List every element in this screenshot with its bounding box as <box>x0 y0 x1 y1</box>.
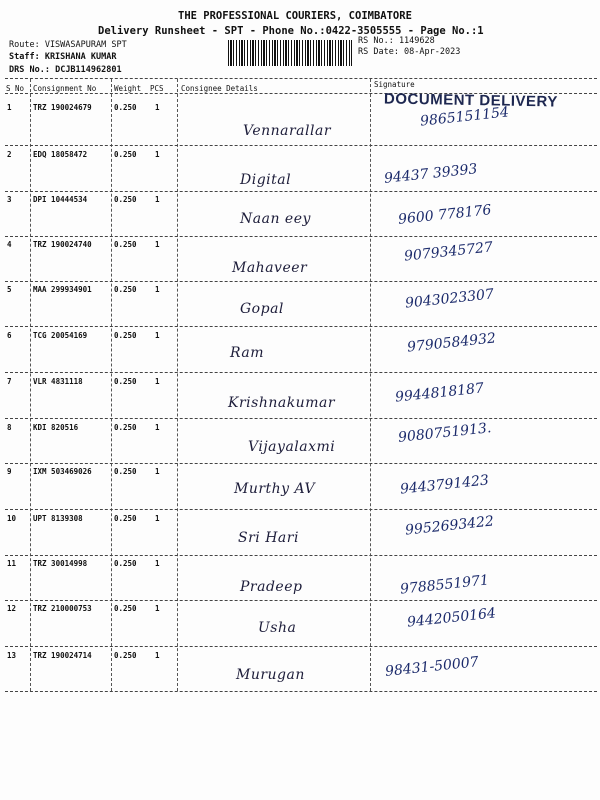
row-consignment-no: MAA 299934901 <box>33 285 92 294</box>
row-pcs: 1 <box>155 103 160 112</box>
row-signature-phone: 9788551971 <box>399 572 490 598</box>
row-signature-phone: 9790584932 <box>406 330 497 356</box>
row-consignee-handwritten: Naan eey <box>240 211 311 227</box>
barcode <box>228 40 352 66</box>
row-weight: 0.250 <box>114 331 137 340</box>
row-separator <box>5 326 597 327</box>
row-pcs: 1 <box>155 150 160 159</box>
row-sno: 2 <box>7 150 12 159</box>
row-signature-phone: 9442050164 <box>406 605 497 631</box>
row-separator <box>5 281 597 282</box>
row-pcs: 1 <box>155 331 160 340</box>
row-consignee-handwritten: Digital <box>240 172 292 188</box>
row-consignment-no: IXM 503469026 <box>33 467 92 476</box>
staff-label: Staff: KRISHANA KUMAR <box>9 52 117 62</box>
row-pcs: 1 <box>155 377 160 386</box>
row-weight: 0.250 <box>114 240 137 249</box>
row-consignee-handwritten: Vennarallar <box>243 123 332 139</box>
row-separator <box>5 463 597 464</box>
row-consignment-no: EDQ 18058472 <box>33 150 88 159</box>
row-consignee-handwritten: Sri Hari <box>238 530 299 546</box>
row-sno: 1 <box>7 103 12 112</box>
row-consignee-handwritten: Pradeep <box>240 579 303 595</box>
table-bottom-rule <box>5 691 597 692</box>
row-consignment-no: TRZ 210000753 <box>33 604 92 613</box>
row-consignee-handwritten: Usha <box>258 620 297 636</box>
drs-value: DCJB114962801 <box>55 65 122 75</box>
row-sno: 12 <box>7 604 17 613</box>
row-pcs: 1 <box>155 240 160 249</box>
row-weight: 0.250 <box>114 559 137 568</box>
row-weight: 0.250 <box>114 514 137 523</box>
col-header-consignment: Consignment No <box>33 84 97 93</box>
row-pcs: 1 <box>155 423 160 432</box>
route-label: Route: VISWASAPURAM SPT <box>9 40 127 50</box>
row-consignee-handwritten: Gopal <box>240 301 284 317</box>
row-sno: 7 <box>7 377 12 386</box>
row-pcs: 1 <box>155 604 160 613</box>
row-sno: 9 <box>7 467 12 476</box>
drs-number <box>9 65 122 75</box>
col-header-weight: Weight <box>114 84 142 93</box>
row-sno: 11 <box>7 559 17 568</box>
row-sno: 4 <box>7 240 12 249</box>
runsheet-subtitle: Delivery Runsheet - SPT - Phone No.:0422-3505555 - Page No.:1 <box>98 25 484 37</box>
row-consignee-handwritten: Mahaveer <box>232 260 308 276</box>
row-separator <box>5 600 597 601</box>
row-sno: 3 <box>7 195 12 204</box>
row-consignment-no: TRZ 190024679 <box>33 103 92 112</box>
row-signature-phone: 9600 778176 <box>397 202 493 228</box>
row-consignment-no: UPT 8139308 <box>33 514 83 523</box>
row-consignee-handwritten: Krishnakumar <box>228 395 336 411</box>
row-separator <box>5 191 597 192</box>
row-separator <box>5 509 597 510</box>
row-weight: 0.250 <box>114 150 137 159</box>
row-consignment-no: KDI 820516 <box>33 423 79 432</box>
col-header-pcs: PCS <box>150 84 164 93</box>
row-signature-phone: 94437 39393 <box>383 161 479 187</box>
row-weight: 0.250 <box>114 467 137 476</box>
row-consignment-no: TCG 20054169 <box>33 331 88 340</box>
row-signature-phone: 9865151154 <box>419 104 510 130</box>
row-separator <box>5 555 597 556</box>
row-signature-phone: 9944818187 <box>394 380 485 406</box>
row-pcs: 1 <box>155 195 160 204</box>
row-consignment-no: TRZ 190024714 <box>33 651 92 660</box>
row-sno: 5 <box>7 285 12 294</box>
row-pcs: 1 <box>155 514 160 523</box>
row-separator <box>5 372 597 373</box>
row-pcs: 1 <box>155 651 160 660</box>
rs-date: RS Date: 08-Apr-2023 <box>358 47 461 57</box>
row-signature-phone: 9079345727 <box>403 239 494 265</box>
row-weight: 0.250 <box>114 604 137 613</box>
row-weight: 0.250 <box>114 423 137 432</box>
row-sno: 10 <box>7 514 17 523</box>
drs-label: DRS No.: <box>9 65 50 75</box>
rs-number: RS No.: 1149628 <box>358 36 435 46</box>
table-top-rule <box>5 78 597 79</box>
row-signature-phone: 9043023307 <box>404 286 495 312</box>
row-consignee-handwritten: Murthy AV <box>234 481 316 497</box>
row-consignment-no: VLR 4831118 <box>33 377 83 386</box>
row-separator <box>5 418 597 419</box>
row-consignee-handwritten: Ram <box>230 345 264 361</box>
row-consignment-no: TRZ 190024740 <box>33 240 92 249</box>
col-header-signature: Signature <box>374 80 415 89</box>
row-weight: 0.250 <box>114 103 137 112</box>
row-consignee-handwritten: Vijayalaxmi <box>248 439 336 455</box>
row-pcs: 1 <box>155 467 160 476</box>
row-sno: 13 <box>7 651 17 660</box>
row-signature-phone: 9080751913. <box>397 420 493 446</box>
row-weight: 0.250 <box>114 195 137 204</box>
col-header-sno: S No <box>6 84 25 93</box>
row-signature-phone: 98431-50007 <box>384 654 480 680</box>
row-consignee-handwritten: Murugan <box>236 667 305 683</box>
row-signature-phone: 9443791423 <box>399 472 490 498</box>
row-weight: 0.250 <box>114 377 137 386</box>
row-consignment-no: TRZ 30014998 <box>33 559 88 568</box>
document-delivery-stamp: DOCUMENT DELIVERY <box>383 90 558 111</box>
row-sno: 6 <box>7 331 12 340</box>
row-pcs: 1 <box>155 559 160 568</box>
row-separator <box>5 236 597 237</box>
company-title: THE PROFESSIONAL COURIERS, COIMBATORE <box>178 10 412 22</box>
col-header-consignee: Consignee Details <box>181 84 258 93</box>
row-signature-phone: 9952693422 <box>404 513 495 539</box>
row-weight: 0.250 <box>114 285 137 294</box>
row-sno: 8 <box>7 423 12 432</box>
row-separator <box>5 646 597 647</box>
row-weight: 0.250 <box>114 651 137 660</box>
row-separator <box>5 145 597 146</box>
row-pcs: 1 <box>155 285 160 294</box>
row-consignment-no: DPI 10444534 <box>33 195 88 204</box>
